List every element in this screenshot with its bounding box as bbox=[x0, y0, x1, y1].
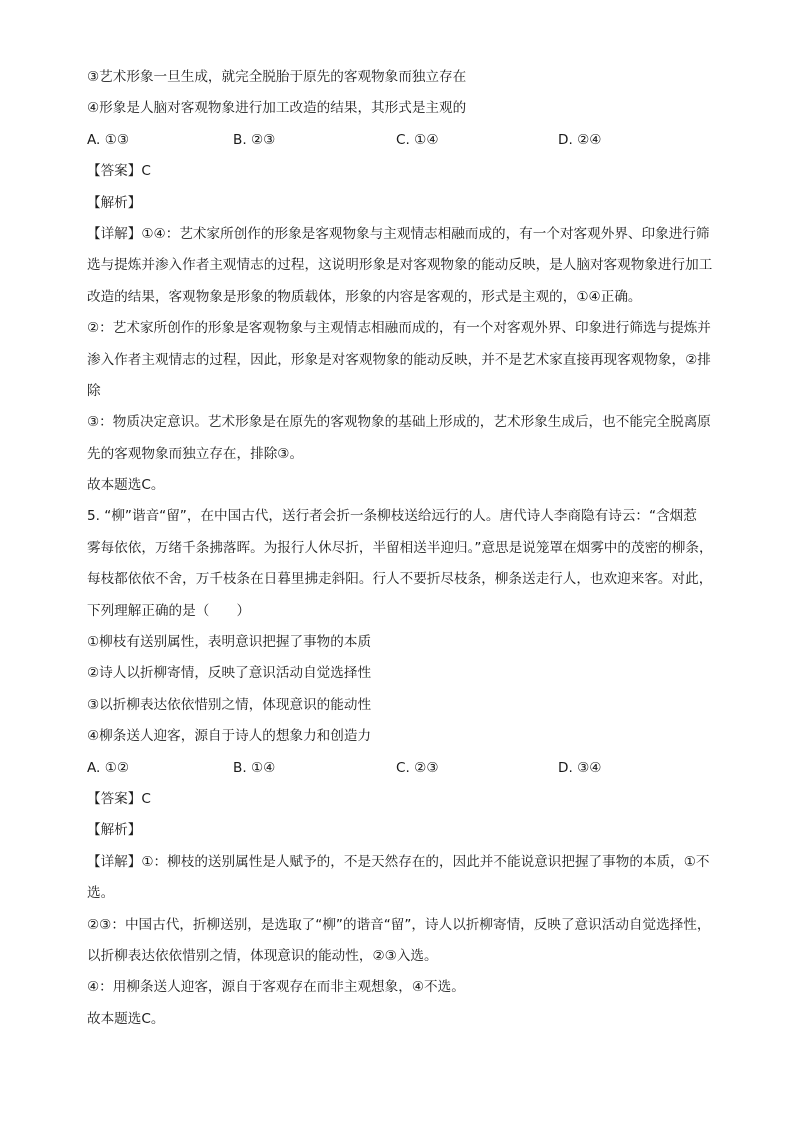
q5-statement-2: ②诗人以折柳寄情，反映了意识活动自觉选择性 bbox=[87, 665, 372, 682]
q5-detail-line: 选。 bbox=[87, 885, 115, 902]
q5-statement-3: ③以折柳表达依依惜别之情，体现意识的能动性 bbox=[87, 696, 372, 713]
q4-options bbox=[87, 125, 734, 156]
q4-detail-line: ③：物质决定意识。艺术形象是在原先的客观物象的基础上形成的，艺术形象生成后，也不能完全脱离原 bbox=[87, 414, 711, 431]
q5-stem-line: 每枝都依依不舍，万千枝条在日暮里拂走斜阳。行人不要折尽枝条，柳条送走行人，也欢迎来客。对此， bbox=[87, 571, 713, 588]
q5-option-d: D. ③④ bbox=[558, 759, 602, 776]
q4-analysis-tag: 【解析】 bbox=[87, 194, 142, 211]
q4-detail-line: 选与提炼并渗入作者主观情志的过程，这说明形象是对客观物象的能动反映，是人脑对客观物象进行加工 bbox=[87, 257, 713, 274]
q4-option-d: D. ②④ bbox=[558, 131, 602, 148]
q4-option-b: B. ②③ bbox=[233, 131, 276, 148]
q4-option-a: A. ①③ bbox=[87, 131, 130, 148]
q5-statement-4: ④柳条送人迎客，源自于诗人的想象力和创造力 bbox=[87, 728, 372, 745]
q5-stem-line: 雾每依依，万绪千条拂落晖。为报行人休尽折，半留相送半迎归。”意思是说笼罩在烟雾中的茂密的柳条， bbox=[87, 539, 713, 556]
q5-answer bbox=[87, 784, 734, 815]
q4-detail-line: 改造的结果，客观物象是形象的物质载体，形象的内容是客观的，形式是主观的，①④正确。 bbox=[87, 288, 642, 305]
q5-stem-line: 下列理解正确的是（ ） bbox=[87, 602, 251, 619]
q4-answer-tag: 【答案】 bbox=[87, 163, 142, 180]
q5-detail-line: 【详解】①：柳枝的送别属性是人赋予的，不是天然存在的，因此并不能说意识把握了事物的本质，①不 bbox=[87, 853, 710, 870]
q4-detail-line: 【详解】①④：艺术家所创作的形象是客观物象与主观情志相融而成的，有一个对客观外界、印象进行筛 bbox=[87, 225, 710, 242]
q5-options bbox=[87, 753, 734, 784]
q5-answer-tag: 【答案】 bbox=[87, 790, 142, 807]
q5-analysis-tag: 【解析】 bbox=[87, 822, 142, 839]
q4-detail-line: 除 bbox=[87, 382, 101, 399]
q5-stem-line: 5. “柳”谐音“留”，在中国古代，送行者会折一条柳枝送给远行的人。唐代诗人李商隐有诗云：“含烟惹 bbox=[87, 508, 697, 525]
q5-option-c: C. ②③ bbox=[396, 759, 439, 776]
q5-option-a: A. ①② bbox=[87, 759, 130, 776]
q4-conclusion: 故本题选C。 bbox=[87, 477, 165, 494]
q4-detail-line: ②：艺术家所创作的形象是客观物象与主观情志相融而成的，有一个对客观外界、印象进行筛选与提炼并 bbox=[87, 320, 711, 337]
q4-statement-4: ④形象是人脑对客观物象进行加工改造的结果，其形式是主观的 bbox=[87, 100, 467, 117]
q5-answer-value: C bbox=[141, 790, 151, 807]
q5-detail-line: ②③：中国古代，折柳送别，是选取了“柳”的谐音“留”，诗人以折柳寄情，反映了意识活动自觉选择性， bbox=[87, 916, 711, 933]
q5-detail-line: 以折柳表达依依惜别之情，体现意识的能动性，②③入选。 bbox=[87, 947, 438, 964]
q5-statement-1: ①柳枝有送别属性，表明意识把握了事物的本质 bbox=[87, 634, 372, 651]
q4-option-c: C. ①④ bbox=[396, 131, 439, 148]
q5-detail-line: ④：用柳条送人迎客，源自于客观存在而非主观想象，④不选。 bbox=[87, 979, 465, 996]
q4-detail-line: 渗入作者主观情志的过程，因此，形象是对客观物象的能动反映，并不是艺术家直接再现客观物象，②排 bbox=[87, 351, 711, 368]
q4-detail-line: 先的客观物象而独立存在，排除③。 bbox=[87, 445, 304, 462]
q5-option-b: B. ①④ bbox=[233, 759, 276, 776]
q4-answer bbox=[87, 156, 734, 187]
q4-statement-3: ③艺术形象一旦生成，就完全脱胎于原先的客观物象而独立存在 bbox=[87, 69, 467, 85]
q4-answer-value: C bbox=[141, 163, 151, 180]
q5-conclusion: 故本题选C。 bbox=[87, 1010, 165, 1027]
